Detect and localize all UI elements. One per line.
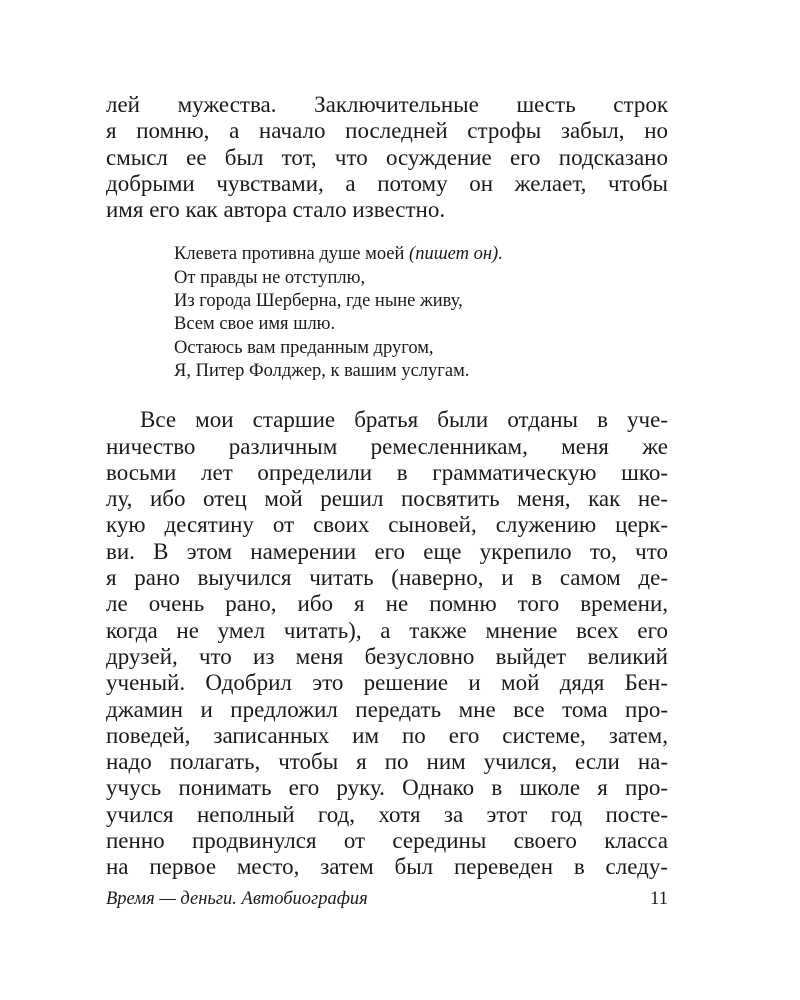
text-line: лу, ибо отец мой решил посвятить меня, как не- <box>106 486 668 512</box>
text-line: джамин и предложил передать мне все тома про- <box>106 696 668 722</box>
text-line: когда не умел читать), а также мнение всех его <box>106 617 668 643</box>
poem-quote <box>174 243 668 383</box>
page-number: 11 <box>650 889 668 909</box>
poem-line: Остаюсь вам преданным другом, <box>174 337 434 358</box>
poem-line: Из города Шерберна, где ныне живу, <box>174 291 463 312</box>
poem-author-note: (пишет он). <box>409 244 503 265</box>
text-line: Все мои старшие братья были отданы в уче- <box>140 407 668 433</box>
page-body <box>106 92 668 881</box>
running-title: Время — деньги. Автобиография <box>106 889 368 909</box>
text-line: восьми лет определили в грамматическую шко- <box>106 459 668 485</box>
text-line: имя его как автора стало известно. <box>106 197 446 223</box>
text-line: я рано выучился читать (наверно, и в самом де- <box>106 565 668 591</box>
poem-line: Всем свое имя шлю. <box>174 314 336 335</box>
text-line: на первое место, затем был переведен в следу- <box>106 854 668 880</box>
text-line: кую десятину от своих сыновей, служению церк- <box>106 512 668 538</box>
text-line: смысл ее был тот, что осуждение его подсказано <box>106 144 668 170</box>
section-spacer <box>106 383 668 407</box>
text-line: надо полагать, чтобы я по ним учился, если на- <box>106 749 668 775</box>
poem-line: Я, Питер Фолджер, к вашим услугам. <box>174 360 470 381</box>
poem-line-text: Клевета противна душе моей <box>174 244 410 265</box>
page-footer <box>106 887 668 911</box>
text-line: учусь понимать его руку. Однако в школе я про- <box>106 775 668 801</box>
poem-line: От правды не отступлю, <box>174 267 366 288</box>
poem-line <box>174 243 668 266</box>
text-line: лей мужества. Заключительные шесть строк <box>106 92 668 117</box>
text-line: ученый. Одобрил это решение и мой дядя Бен- <box>106 670 668 696</box>
text-line: поведей, записанных им по его системе, затем, <box>106 722 668 748</box>
paragraph-continuation <box>106 92 668 223</box>
text-line: ви. В этом намерении его еще укрепило то, что <box>106 538 668 564</box>
text-line: ничество различным ремесленникам, меня же <box>106 433 668 459</box>
text-line: добрыми чувствами, а потому он желает, чтобы <box>106 170 668 196</box>
text-line: я помню, а начало последней строфы забыл, но <box>106 118 668 144</box>
text-line: учился неполный год, хотя за этот год посте- <box>106 801 668 827</box>
text-line: друзей, что из меня безусловно выйдет великий <box>106 643 668 669</box>
text-line: пенно продвинулся от середины своего класса <box>106 828 668 854</box>
text-line: ле очень рано, ибо я не помню того времени, <box>106 591 668 617</box>
paragraph-brothers <box>106 407 668 880</box>
